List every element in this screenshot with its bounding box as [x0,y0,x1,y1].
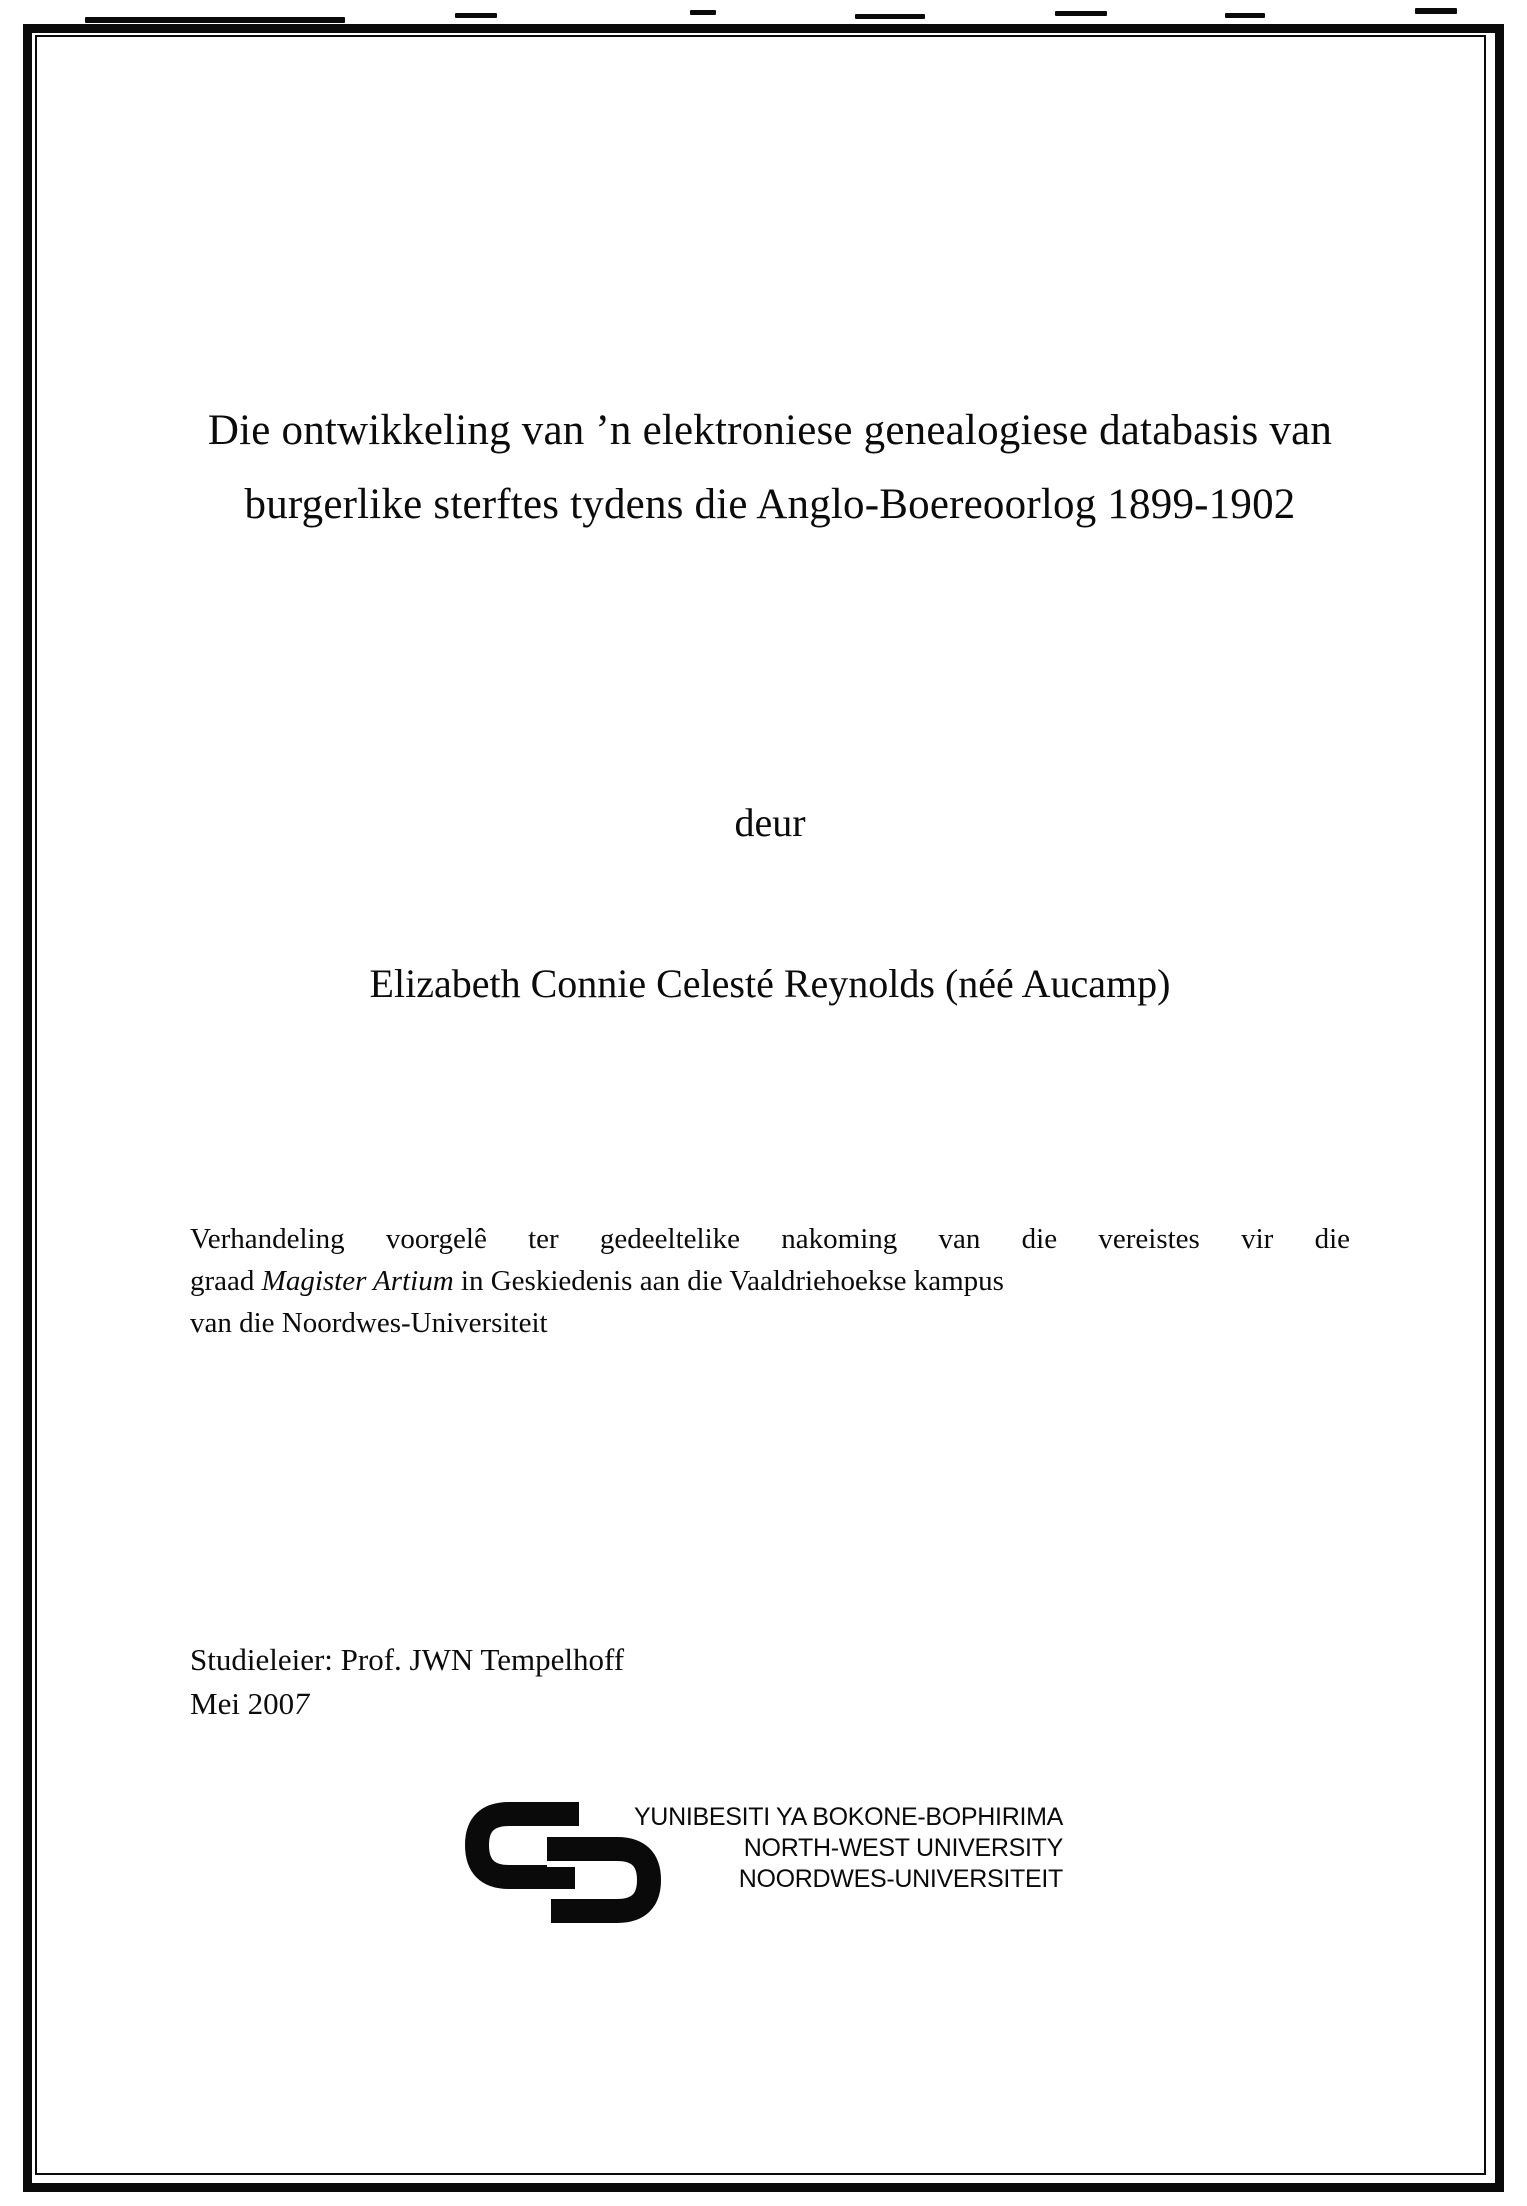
date-prefix: Mei 200 [190,1686,295,1721]
degree-line-2-prefix: graad [190,1265,262,1297]
thesis-title-line-2: burgerlike sterftes tydens die Anglo-Boereoorlog 1899-1902 [244,481,1296,528]
date-line [190,1682,1350,1726]
university-name-afrikaans: NOORDWES-UNIVERSITEIT [738,1865,1063,1893]
date-last-digit: 7 [291,1686,313,1721]
degree-description-line-2 [190,1260,1350,1302]
university-name-setswana: YUNIBESITI YA BOKONE-BOPHIRIMA [633,1803,1063,1831]
byline-preposition: deur [734,800,806,845]
degree-description-line-3: van die Noordwes-Universiteit [190,1307,548,1339]
scan-artifact [855,14,925,19]
scan-artifact [85,17,345,23]
thesis-title-line-1: Die ontwikkeling van ’n elektroniese genealogiese databasis van [207,407,1333,454]
author-name: Elizabeth Connie Celesté Reynolds (néé Aucamp) [369,961,1171,1006]
degree-line-2-suffix: in Geskiedenis aan die Vaaldriehoekse kampus [453,1265,1004,1297]
thesis-title [190,394,1350,542]
scan-artifact [1415,8,1457,14]
supervisor-block [190,1638,1350,1726]
university-wordmark [634,1802,1063,1895]
degree-name-italic: Magister Artium [261,1265,454,1297]
scan-artifact [1055,11,1107,16]
university-name-english: NORTH-WEST UNIVERSITY [743,1834,1063,1862]
scan-artifact [1225,13,1265,18]
scan-artifact [690,10,716,15]
supervisor-line: Studieleier: Prof. JWN Tempelhoff [190,1642,625,1677]
degree-description [190,1218,1350,1344]
scan-artifact [455,13,497,18]
degree-description-line-1: Verhandeling voorgelê ter gedeeltelike nakoming van die vereistes vir die [190,1223,1350,1255]
